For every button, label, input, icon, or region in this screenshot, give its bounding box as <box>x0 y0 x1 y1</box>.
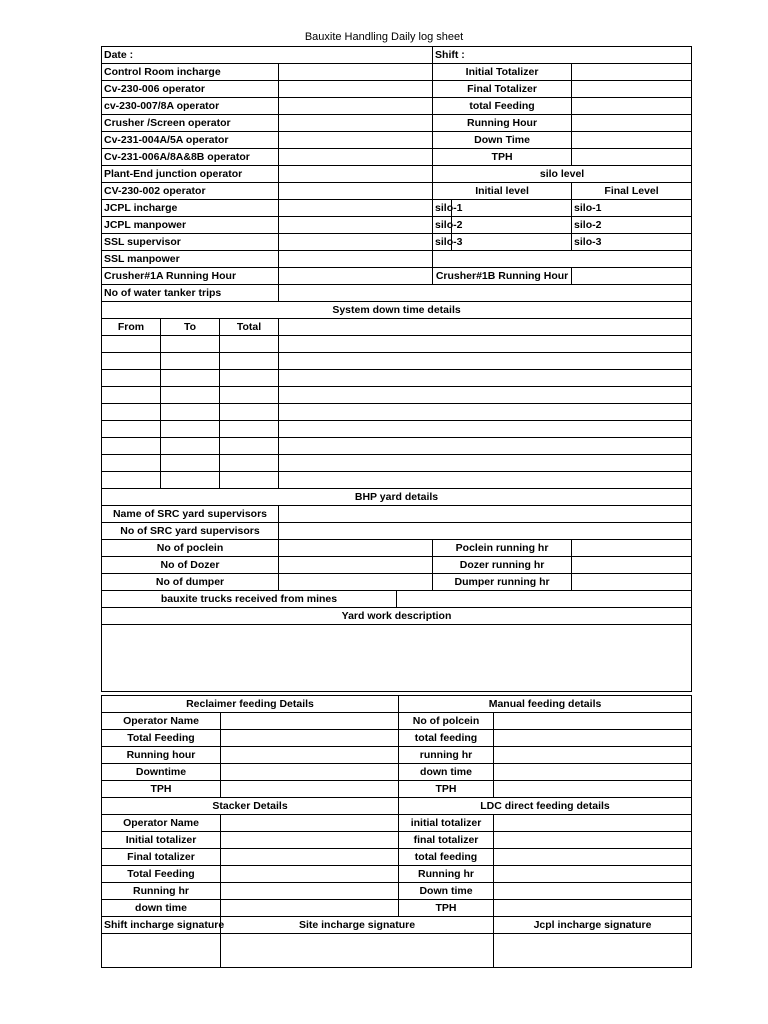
downtime-to-field[interactable] <box>161 404 220 421</box>
stacker-value-field[interactable] <box>221 815 399 832</box>
ldc-value-field[interactable] <box>494 832 692 849</box>
totalizer-value-field[interactable] <box>572 98 692 115</box>
totalizer-value-field[interactable] <box>572 81 692 98</box>
table-row <box>102 421 692 438</box>
ldc-value-field[interactable] <box>494 815 692 832</box>
downtime-total-field[interactable] <box>220 370 279 387</box>
downtime-from-field[interactable] <box>102 404 161 421</box>
totalizer-value-field[interactable] <box>572 115 692 132</box>
downtime-total-field[interactable] <box>220 421 279 438</box>
equipment-hours-label: Dumper running hr <box>433 574 572 591</box>
downtime-from-field[interactable] <box>102 370 161 387</box>
equipment-count-field[interactable] <box>279 557 433 574</box>
manual-value-field[interactable] <box>494 764 692 781</box>
table-row <box>102 285 692 302</box>
table-row <box>102 540 692 557</box>
manual-label: TPH <box>399 781 494 798</box>
table-row <box>102 455 692 472</box>
stacker-label: Final totalizer <box>102 849 221 866</box>
silo-initial-field[interactable] <box>452 217 572 234</box>
equipment-count-label: No of Dozer <box>102 557 279 574</box>
table-row <box>102 489 692 506</box>
reclaimer-label: Running hour <box>102 747 221 764</box>
table-row <box>102 217 692 234</box>
ldc-label: total feeding <box>399 849 494 866</box>
downtime-remarks-field[interactable] <box>279 438 692 455</box>
equipment-hours-field[interactable] <box>572 557 692 574</box>
downtime-from-field[interactable] <box>102 421 161 438</box>
log-sheet-upper-table <box>101 46 692 692</box>
staff-name-field[interactable] <box>279 132 433 149</box>
table-row <box>102 574 692 591</box>
stacker-label: Operator Name <box>102 815 221 832</box>
table-row <box>102 798 692 815</box>
downtime-remarks-field[interactable] <box>279 387 692 404</box>
crusher-1a-field[interactable] <box>279 268 433 285</box>
reclaimer-label: Downtime <box>102 764 221 781</box>
trucks-received-label: bauxite trucks received from mines <box>102 591 397 608</box>
table-row <box>102 730 692 747</box>
downtime-remarks-field[interactable] <box>279 404 692 421</box>
table-row <box>102 47 692 64</box>
sheet-title: Bauxite Handling Daily log sheet <box>304 31 464 43</box>
downtime-total-field[interactable] <box>220 438 279 455</box>
staff-role-label: SSL supervisor <box>102 234 279 251</box>
table-row <box>102 506 692 523</box>
downtime-remarks-field[interactable] <box>279 472 692 489</box>
table-row <box>102 591 692 608</box>
jcpl-incharge-signature-label: Jcpl incharge signature <box>494 917 692 934</box>
silo-initial-field[interactable] <box>452 200 572 217</box>
staff-role-label: Plant-End junction operator <box>102 166 279 183</box>
staff-name-field[interactable] <box>279 183 433 200</box>
manual-label: down time <box>399 764 494 781</box>
table-row <box>102 115 692 132</box>
staff-name-field[interactable] <box>279 217 433 234</box>
manual-label: No of polcein <box>399 713 494 730</box>
table-row <box>102 234 692 251</box>
crusher-1b-field[interactable] <box>572 268 692 285</box>
downtime-total-field[interactable] <box>220 455 279 472</box>
silo-label: silo-1 <box>433 200 452 217</box>
downtime-total-field[interactable] <box>220 472 279 489</box>
silo-level-heading: silo level <box>433 166 692 183</box>
trucks-received-field[interactable] <box>397 591 692 608</box>
reclaimer-value-field[interactable] <box>221 730 399 747</box>
downtime-to-header: To <box>161 319 220 336</box>
table-row <box>102 302 692 319</box>
silo-label: silo-3 <box>572 234 692 251</box>
stacker-value-field[interactable] <box>221 900 399 917</box>
upper-table-body <box>102 47 692 692</box>
staff-role-label: JCPL incharge <box>102 200 279 217</box>
ldc-value-field[interactable] <box>494 883 692 900</box>
reclaimer-section-title: Reclaimer feeding Details <box>102 696 399 713</box>
equipment-hours-label: Dozer running hr <box>433 557 572 574</box>
manual-value-field[interactable] <box>494 747 692 764</box>
downtime-to-field[interactable] <box>161 438 220 455</box>
staff-role-label: Cv-231-006A/8A&8B operator <box>102 149 279 166</box>
staff-name-field[interactable] <box>279 166 433 183</box>
crusher-1a-label: Crusher#1A Running Hour <box>102 268 279 285</box>
table-row <box>102 166 692 183</box>
downtime-total-header: Total <box>220 319 279 336</box>
totalizer-label: Down Time <box>433 132 572 149</box>
initial-level-heading: Initial level <box>433 183 572 200</box>
src-count-label: No of SRC yard supervisors <box>102 523 279 540</box>
table-row <box>102 387 692 404</box>
totalizer-label: total Feeding <box>433 98 572 115</box>
equipment-count-field[interactable] <box>279 540 433 557</box>
manual-value-field[interactable] <box>494 713 692 730</box>
signature-header-row <box>102 917 692 934</box>
totalizer-value-field[interactable] <box>572 149 692 166</box>
table-row <box>102 353 692 370</box>
downtime-remarks-field[interactable] <box>279 336 692 353</box>
staff-name-field[interactable] <box>279 81 433 98</box>
totalizer-label: Final Totalizer <box>433 81 572 98</box>
staff-name-field[interactable] <box>279 234 433 251</box>
staff-role-label: JCPL manpower <box>102 217 279 234</box>
equipment-count-label: No of dumper <box>102 574 279 591</box>
downtime-remarks-header[interactable] <box>279 319 692 336</box>
yard-work-description-field[interactable] <box>102 625 692 692</box>
downtime-to-field[interactable] <box>161 421 220 438</box>
staff-role-label: SSL manpower <box>102 251 279 268</box>
final-level-heading: Final Level <box>572 183 692 200</box>
table-row <box>102 713 692 730</box>
staff-name-field[interactable] <box>279 64 433 81</box>
downtime-to-field[interactable] <box>161 353 220 370</box>
equipment-hours-field[interactable] <box>572 574 692 591</box>
stacker-value-field[interactable] <box>221 883 399 900</box>
staff-role-label: CV-230-002 operator <box>102 183 279 200</box>
blank-cell[interactable] <box>433 251 692 268</box>
ldc-label: TPH <box>399 900 494 917</box>
log-sheet-lower-table <box>101 695 692 968</box>
lower-table-body <box>102 696 692 968</box>
site-incharge-signature-field[interactable] <box>221 934 494 968</box>
downtime-total-field[interactable] <box>220 336 279 353</box>
ldc-value-field[interactable] <box>494 849 692 866</box>
staff-name-field[interactable] <box>279 251 433 268</box>
manual-label: running hr <box>399 747 494 764</box>
table-row <box>102 370 692 387</box>
table-row <box>102 781 692 798</box>
ldc-section-title: LDC direct feeding details <box>399 798 692 815</box>
site-incharge-signature-label: Site incharge signature <box>221 917 494 934</box>
water-tanker-label: No of water tanker trips <box>102 285 279 302</box>
table-row <box>102 438 692 455</box>
downtime-to-field[interactable] <box>161 472 220 489</box>
downtime-from-field[interactable] <box>102 455 161 472</box>
staff-role-label: Crusher /Screen operator <box>102 115 279 132</box>
silo-label: silo-2 <box>572 217 692 234</box>
totalizer-value-field[interactable] <box>572 132 692 149</box>
totalizer-label: Running Hour <box>433 115 572 132</box>
table-row <box>102 81 692 98</box>
table-row <box>102 815 692 832</box>
table-row <box>102 472 692 489</box>
table-row <box>102 866 692 883</box>
table-row <box>102 404 692 421</box>
manual-section-title: Manual feeding details <box>399 696 692 713</box>
table-row <box>102 900 692 917</box>
reclaimer-label: TPH <box>102 781 221 798</box>
equipment-hours-label: Poclein running hr <box>433 540 572 557</box>
ldc-label: Down time <box>399 883 494 900</box>
totalizer-value-field[interactable] <box>572 64 692 81</box>
downtime-remarks-field[interactable] <box>279 455 692 472</box>
table-row <box>102 883 692 900</box>
staff-role-label: Control Room incharge <box>102 64 279 81</box>
reclaimer-value-field[interactable] <box>221 781 399 798</box>
reclaimer-value-field[interactable] <box>221 713 399 730</box>
downtime-from-field[interactable] <box>102 472 161 489</box>
stacker-value-field[interactable] <box>221 866 399 883</box>
stacker-label: Total Feeding <box>102 866 221 883</box>
shift-label: Shift : <box>433 47 692 64</box>
src-name-label: Name of SRC yard supervisors <box>102 506 279 523</box>
ldc-value-field[interactable] <box>494 900 692 917</box>
silo-label: silo-2 <box>433 217 452 234</box>
table-row <box>102 849 692 866</box>
water-tanker-field[interactable] <box>279 285 692 302</box>
table-row <box>102 747 692 764</box>
stacker-label: down time <box>102 900 221 917</box>
downtime-remarks-field[interactable] <box>279 370 692 387</box>
table-row <box>102 183 692 200</box>
date-label: Date : <box>102 47 433 64</box>
table-row <box>102 319 692 336</box>
signature-row <box>102 934 692 968</box>
yard-work-title: Yard work description <box>102 608 692 625</box>
downtime-from-field[interactable] <box>102 336 161 353</box>
manual-value-field[interactable] <box>494 730 692 747</box>
downtime-from-field[interactable] <box>102 353 161 370</box>
table-row <box>102 268 692 285</box>
equipment-count-label: No of poclein <box>102 540 279 557</box>
ldc-label: initial totalizer <box>399 815 494 832</box>
silo-label: silo-3 <box>433 234 452 251</box>
ldc-value-field[interactable] <box>494 866 692 883</box>
totalizer-label: TPH <box>433 149 572 166</box>
downtime-to-field[interactable] <box>161 455 220 472</box>
downtime-section-title: System down time details <box>102 302 692 319</box>
downtime-from-header: From <box>102 319 161 336</box>
table-row <box>102 523 692 540</box>
staff-role-label: Cv-230-006 operator <box>102 81 279 98</box>
table-row <box>102 149 692 166</box>
jcpl-incharge-signature-field[interactable] <box>494 934 692 968</box>
table-row <box>102 336 692 353</box>
downtime-total-field[interactable] <box>220 387 279 404</box>
table-row <box>102 832 692 849</box>
table-row <box>102 764 692 781</box>
ldc-label: final totalizer <box>399 832 494 849</box>
bhp-section-title: BHP yard details <box>102 489 692 506</box>
reclaimer-value-field[interactable] <box>221 764 399 781</box>
downtime-from-field[interactable] <box>102 438 161 455</box>
table-row <box>102 200 692 217</box>
reclaimer-label: Total Feeding <box>102 730 221 747</box>
reclaimer-label: Operator Name <box>102 713 221 730</box>
downtime-remarks-field[interactable] <box>279 353 692 370</box>
stacker-section-title: Stacker Details <box>102 798 399 815</box>
totalizer-label: Initial Totalizer <box>433 64 572 81</box>
staff-role-label: cv-230-007/8A operator <box>102 98 279 115</box>
table-row <box>102 98 692 115</box>
equipment-count-field[interactable] <box>279 574 433 591</box>
downtime-to-field[interactable] <box>161 370 220 387</box>
stacker-value-field[interactable] <box>221 832 399 849</box>
ldc-label: Running hr <box>399 866 494 883</box>
downtime-from-field[interactable] <box>102 387 161 404</box>
table-row <box>102 64 692 81</box>
reclaimer-value-field[interactable] <box>221 747 399 764</box>
shift-incharge-signature-field[interactable] <box>102 934 221 968</box>
table-row <box>102 608 692 625</box>
src-name-field[interactable] <box>279 506 692 523</box>
manual-value-field[interactable] <box>494 781 692 798</box>
equipment-hours-field[interactable] <box>572 540 692 557</box>
table-row <box>102 696 692 713</box>
shift-incharge-signature-label: Shift incharge signature <box>102 917 221 934</box>
downtime-remarks-field[interactable] <box>279 421 692 438</box>
stacker-value-field[interactable] <box>221 849 399 866</box>
downtime-total-field[interactable] <box>220 353 279 370</box>
table-row <box>102 557 692 574</box>
downtime-to-field[interactable] <box>161 336 220 353</box>
table-row <box>102 625 692 692</box>
table-row <box>102 132 692 149</box>
stacker-label: Running hr <box>102 883 221 900</box>
staff-name-field[interactable] <box>279 149 433 166</box>
stacker-label: Initial totalizer <box>102 832 221 849</box>
manual-label: total feeding <box>399 730 494 747</box>
staff-role-label: Cv-231-004A/5A operator <box>102 132 279 149</box>
staff-name-field[interactable] <box>279 200 433 217</box>
silo-label: silo-1 <box>572 200 692 217</box>
src-count-field[interactable] <box>279 523 692 540</box>
staff-name-field[interactable] <box>279 115 433 132</box>
staff-name-field[interactable] <box>279 98 433 115</box>
crusher-1b-label: Crusher#1B Running Hour <box>433 268 572 285</box>
table-row <box>102 251 692 268</box>
downtime-total-field[interactable] <box>220 404 279 421</box>
silo-initial-field[interactable] <box>452 234 572 251</box>
downtime-to-field[interactable] <box>161 387 220 404</box>
